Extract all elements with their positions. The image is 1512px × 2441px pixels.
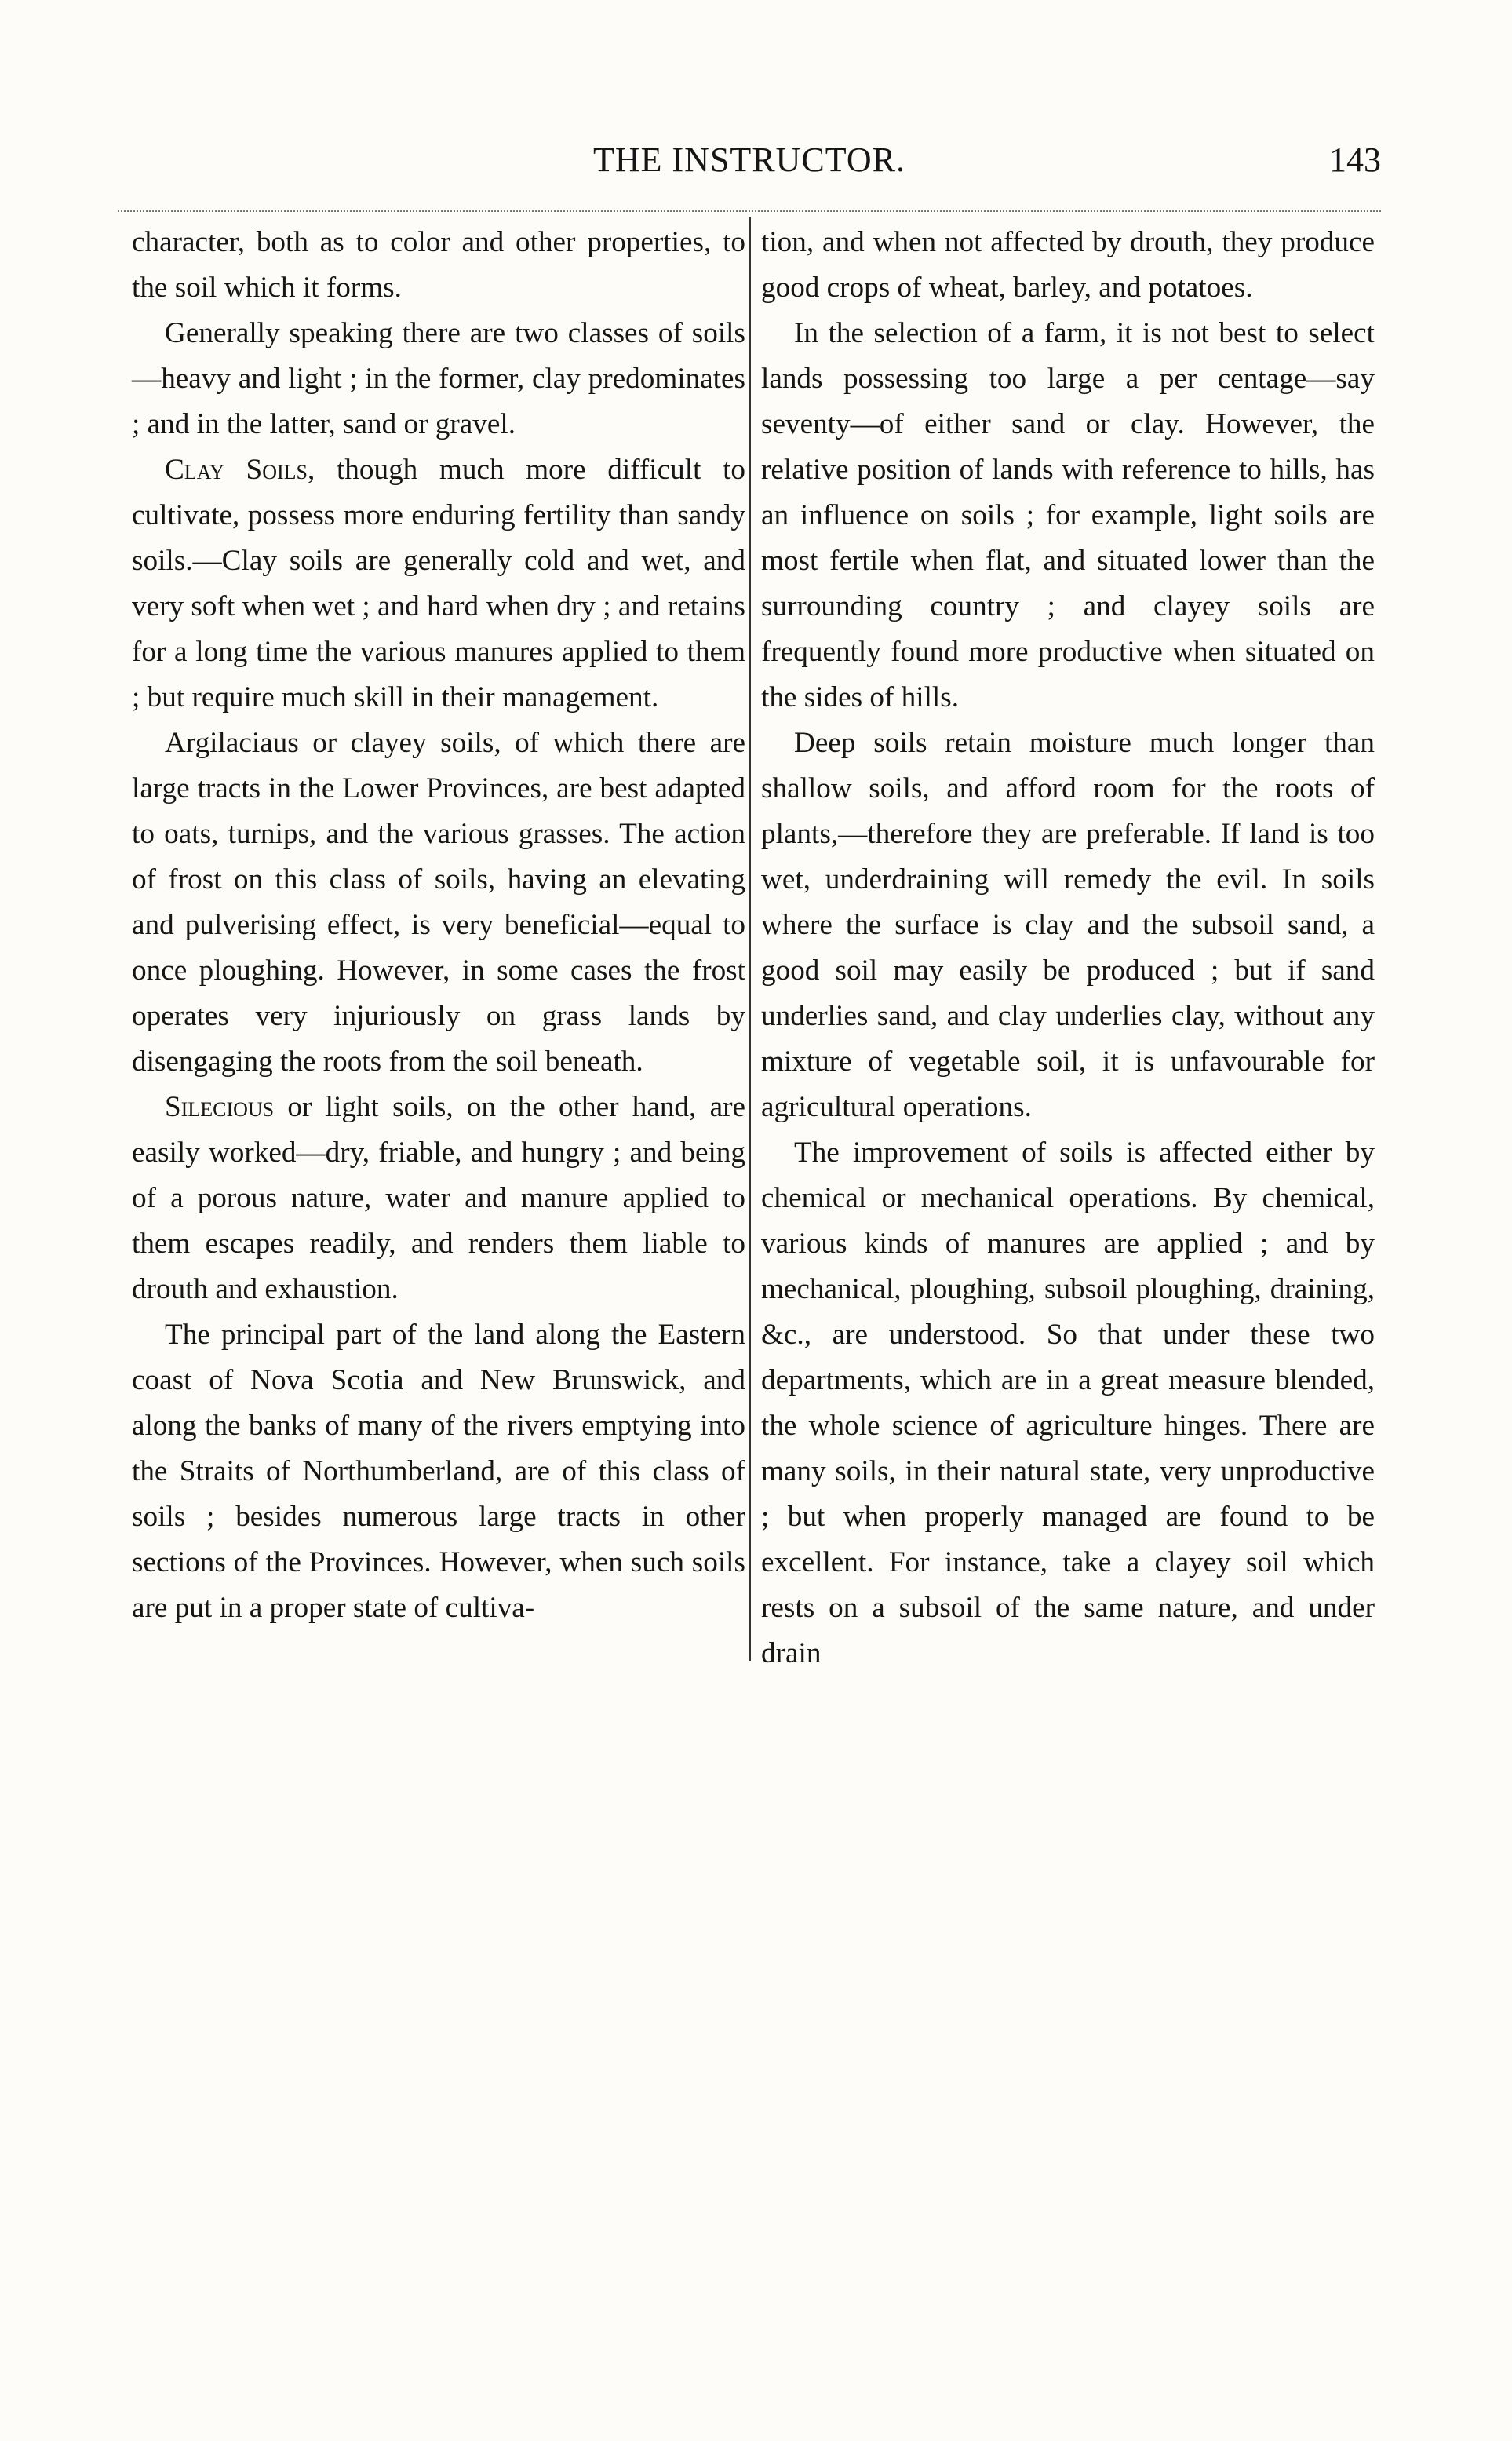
paragraph: In the selection of a farm, it is not best to select lands possessing too large a per centage—say seventy—of either sand or clay. However, the relative position of lands with reference to hills, has an influence on soils ; for example, light soils are most fertile when flat, and situated lower than the surrounding country ; and clayey soils are frequently found more productive when situated on the sides of hills. bbox=[761, 317, 1375, 713]
paragraph: Deep soils retain moisture much longer than shallow soils, and afford room for the roots of plants,—therefore they are preferable. If land is too wet, underdraining will remedy the evil. In soils where the surface is clay and the subsoil sand, a good soil may easily be produced ; but if sand underlies sand, and clay underlies clay, without any mixture of vegetable soil, it is unfavourable for agricultural operations. bbox=[761, 727, 1375, 1123]
running-title: THE INSTRUCTOR. bbox=[593, 140, 905, 179]
section-heading-silecious-soils: Silecious bbox=[165, 1091, 275, 1123]
paragraph bbox=[132, 447, 745, 721]
paragraph: Generally speaking there are two classes of soils—heavy and light ; in the former, clay predominates ; and in the latter, sand or gravel. bbox=[132, 317, 745, 440]
page-number: 143 bbox=[1329, 140, 1381, 179]
paragraph: character, both as to color and other properties, to the soil which it forms. bbox=[132, 226, 745, 304]
paragraph: Argilaciaus or clayey soils, of which there are large tracts in the Lower Provinces, are best adapted to oats, turnips, and the various grasses. The action of frost on this class of soils, having an elevating and pulverising effect, is very beneficial—equal to once ploughing. However, in some cases the frost operates very injuriously on grass lands by disengaging the roots from the soil beneath. bbox=[132, 727, 745, 1078]
paragraph-text: or light soils, on the other hand, are easily worked—dry, friable, and hungry ; and being of a porous nature, water and manure applied to them escapes readily, and renders them liable to drouth and exhaustion. bbox=[132, 1091, 745, 1305]
section-heading-clay-soils: Clay Soils, bbox=[165, 454, 315, 486]
column-divider bbox=[749, 217, 751, 1661]
paragraph bbox=[132, 1085, 745, 1312]
paragraph: The principal part of the land along the Eastern coast of Nova Scotia and New Brunswick, and along the banks of many of the rivers emptying into the Straits of Northumberland, are of this class of soils ; besides numerous large tracts in other sections of the Provinces. However, when such soils are put in a proper state of cultiva- bbox=[132, 1319, 745, 1624]
paragraph-text: though much more difficult to cultivate, possess more enduring fertility than sandy soils.—Clay soils are generally cold and wet, and very soft when wet ; and hard when dry ; and retains for a long time the various manures applied to them ; but require much skill in their management. bbox=[132, 454, 745, 713]
header-rule bbox=[118, 210, 1381, 217]
running-head bbox=[118, 140, 1381, 203]
paragraph: tion, and when not affected by drouth, they produce good crops of wheat, barley, and potatoes. bbox=[761, 226, 1375, 304]
paragraph: The improvement of soils is affected either by chemical or mechanical operations. By chemical, various kinds of manures are applied ; and by mechanical, ploughing, subsoil ploughing, draining, &c., are understood. So that under these two departments, which are in a great measure blended, the whole science of agriculture hinges. There are many soils, in their natural state, very unproductive ; but when properly managed are found to be excellent. For instance, take a clayey soil which rests on a subsoil of the same nature, and under drain bbox=[761, 1137, 1375, 1669]
left-column bbox=[132, 220, 745, 1631]
right-column bbox=[761, 220, 1375, 1677]
